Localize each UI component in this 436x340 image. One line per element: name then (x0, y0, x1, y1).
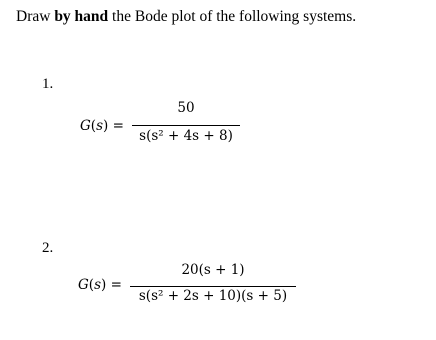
instruction-text (16, 8, 356, 26)
problem-1-numerator: 50 (177, 100, 195, 116)
problem-2-denominator: s(s² + 2s + 10)(s + 5) (138, 288, 288, 304)
problem-2-lhs-arg: s (94, 277, 102, 293)
problem-2-lhs: G(s) = (78, 277, 122, 293)
problem-1-lhs: G(s) = (80, 118, 124, 134)
problem-1-lhs-fn: G (80, 118, 91, 134)
problem-2-fraction (130, 262, 296, 312)
problem-1-fraction-bar (132, 125, 240, 126)
problem-1-denominator: s(s² + 4s + 8) (139, 128, 233, 144)
problem-1-number: 1. (42, 76, 54, 92)
instruction-pre: Draw (16, 8, 55, 25)
problem-2-numerator: 20(s + 1) (181, 262, 245, 278)
problem-1-lhs-arg: s (96, 118, 104, 134)
instruction-bold: by hand (54, 8, 109, 25)
problem-1-fraction (132, 100, 240, 150)
problem-2-number: 2. (42, 240, 54, 256)
instruction-post: the Bode plot of the following systems. (108, 8, 357, 25)
problem-2-lhs-fn: G (78, 277, 89, 293)
problem-2-fraction-bar (130, 286, 296, 287)
